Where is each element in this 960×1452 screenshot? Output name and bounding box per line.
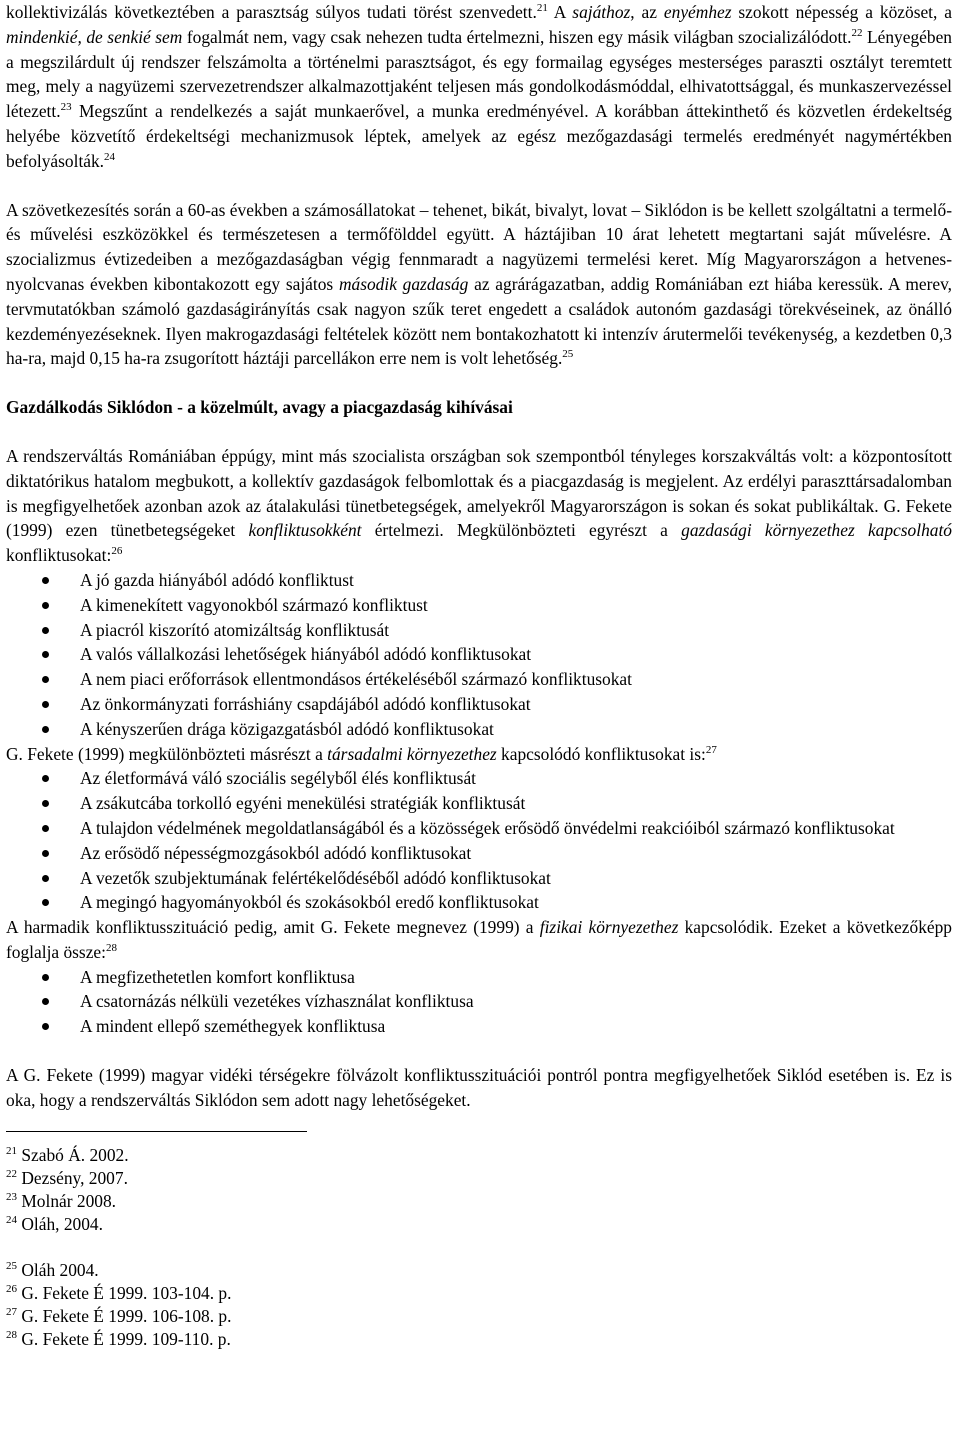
list-item: A megfizethetetlen komfort konfliktusa: [6, 965, 952, 990]
text: A szövetkezesítés során a 60-as években a számosállatokat – tehenet, bikát, bivalyt, lovat – Siklódon is be kellett szolgáltatni a termelő- és művelési eszközökkel és természetesen a termőfölddel együtt. A háztájiban 10 árat lehetett megtartani saját művelésre. A szocializmus évtizedeiben a mezőgazdaságban végig fennmaradt a nagyüzemi termelési keret. Míg Magyarországon a hetvenes-nyolcvanas években kibontakozott egy sajátos: [6, 199, 952, 294]
paragraph-3: [6, 444, 952, 568]
italic-text: társadalmi környezethez: [327, 743, 497, 764]
footnote-text: Szabó Á. 2002.: [17, 1144, 129, 1165]
italic-text: második gazdaság: [338, 273, 469, 294]
footnote-text: G. Fekete É 1999. 109-110. p.: [17, 1328, 231, 1349]
paragraph-1: [6, 0, 952, 174]
text: szokott népesség a közöset, a: [731, 2, 952, 22]
footnote-25: [6, 1259, 952, 1282]
italic-text: enyémhez: [663, 2, 732, 22]
footnote-number: 25: [6, 1259, 17, 1272]
footnote-ref-24[interactable]: 24: [104, 150, 116, 163]
footnote-number: 24: [6, 1213, 17, 1226]
bullet-list-physical: [6, 965, 952, 1039]
list-item: A jó gazda hiányából adódó konfliktust: [6, 568, 952, 593]
footnote-22: [6, 1167, 952, 1190]
text: értelmezi. Megkülönbözteti egyrészt a: [361, 520, 682, 541]
list-item: A piacról kiszorító atomizáltság konfliktusát: [6, 618, 952, 643]
list-item: Az erősödő népességmozgásokból adódó konfliktusokat: [6, 841, 952, 866]
text: kapcsolódó konfliktusokat is:: [496, 743, 706, 764]
footnote-ref-22[interactable]: 22: [851, 26, 863, 39]
list-item: Az életformává váló szociális segélyből élés konfliktusát: [6, 766, 952, 791]
paragraph-6: A G. Fekete (1999) magyar vidéki térségekre fölvázolt konfliktusszituációi pontról pontra megfigyelhetőek Siklód esetében is. Ez is oka, hogy a rendszerváltás Siklódon sem adott nagy lehetőségeket.: [6, 1065, 952, 1110]
footnote-28: [6, 1328, 952, 1351]
paragraph-4: [6, 742, 952, 767]
list-item: A tulajdon védelmének megoldatlanságából és a közösségek erősödő önvédelmi reakcióiból származó konfliktusokat: [6, 816, 952, 841]
paragraph-5: [6, 915, 952, 965]
text: konfliktusokat:: [6, 545, 112, 566]
footnote-number: 26: [6, 1282, 17, 1295]
list-item: A kényszerűen drága közigazgatásból adódó konfliktusokat: [6, 717, 952, 742]
footnote-number: 28: [6, 1328, 17, 1341]
text: az agrárágazatban, addig Romániában ezt hiába keressük. A merev, tervmutatókban számoló gazdaságirányítás csak nagyon szűk teret engedett a családok autonóm gazdasági törekvéseinek, az önálló kezdeményezéseknek. Ilyen makrogazdasági feltételek között nem bontakozhatott ki intenzív árutermelői tevékenység, a kezdetben 0,3 ha-ra, majd 0,15 ha-ra zsugorított háztáji parcellákon erre nem is volt lehetőség.: [6, 273, 953, 369]
footnote-26: [6, 1282, 952, 1305]
list-item: Az önkormányzati forráshiány csapdájából adódó konfliktusokat: [6, 692, 952, 717]
list-item: A vezetők szubjektumának felértékelődéséből adódó konfliktusokat: [6, 866, 952, 891]
list-item: A kimenekített vagyonokból származó konfliktust: [6, 593, 952, 618]
footnote-23: [6, 1190, 952, 1213]
italic-text: mindenkié, de senkié sem: [6, 26, 183, 47]
footnote-27: [6, 1305, 952, 1328]
bullet-list-social: [6, 766, 952, 915]
italic-text: konfliktusokként: [248, 520, 362, 541]
list-item: A megingó hagyományokból és szokásokból eredő konfliktusokat: [6, 890, 952, 915]
footnote-number: 27: [6, 1305, 17, 1318]
footnote-21: [6, 1144, 952, 1167]
text: kapcsolódik. Ezeket a következőképp foglalja össze:: [6, 917, 952, 962]
footnote-24: [6, 1213, 952, 1236]
text: kollektivizálás következtében a parasztság súlyos tudati törést szenvedett.: [6, 2, 537, 22]
list-item: A csatornázás nélküli vezetékes vízhasználat konfliktusa: [6, 989, 952, 1014]
footnote-separator: [6, 1131, 307, 1132]
footnotes: [6, 1144, 952, 1351]
list-item: A zsákutcába torkolló egyéni menekülési stratégiák konfliktusát: [6, 791, 952, 816]
footnote-ref-25[interactable]: 25: [562, 348, 574, 361]
paragraph-2: [6, 198, 952, 372]
footnote-text: Oláh 2004.: [17, 1259, 99, 1280]
text: A rendszerváltás Romániában éppúgy, mint más szocialista országban sok szempontból tényleges korszakváltás volt: a központosított diktatórikus hatalom megbukott, a kollektív gazdaságok felbomlottak és a piacgazdaság is megjelent. Az erdélyi paraszttársadalomban is megfigyelhetőek azonban azok az átalakulási tünetbetegségek, amelyekről Magyarországon is sokan és sokat publikáltak. G. Fekete (1999) ezen tünetbetegségeket: [6, 445, 952, 541]
footnote-text: Molnár 2008.: [17, 1190, 117, 1211]
text: Megszűnt a rendelkezés a saját munkaerővel, a munka eredményével. A korábban áttekinthető és közvetlen érdekeltség helyébe közvetítő érdekeltségi mechanizmusok léptek, amelyek az egész mezőgazdasági termelés eredményét nagymértékben befolyásolták.: [6, 101, 952, 171]
footnote-text: G. Fekete É 1999. 103-104. p.: [17, 1282, 232, 1303]
footnote-ref-27[interactable]: 27: [705, 743, 717, 756]
footnote-ref-28[interactable]: 28: [105, 941, 117, 954]
text: fogalmát nem, vagy csak nehezen tudta értelmezni, hiszen egy másik világban szocializálódott.: [182, 26, 852, 47]
footnote-text: Oláh, 2004.: [17, 1213, 103, 1234]
footnote-number: 22: [6, 1167, 17, 1180]
text: A: [547, 2, 573, 22]
section-heading: Gazdálkodás Siklódon - a közelmúlt, avagy a piacgazdaság kihívásai: [6, 397, 513, 418]
bullet-list-economic: [6, 568, 952, 742]
footnote-number: 21: [6, 1144, 17, 1157]
list-item: A nem piaci erőforrások ellentmondásos értékeléséből származó konfliktusokat: [6, 667, 952, 692]
footnote-number: 23: [6, 1190, 17, 1203]
text: , az: [630, 2, 664, 22]
italic-text: fizikai környezethez: [539, 917, 679, 938]
text: A harmadik konfliktusszituáció pedig, amit G. Fekete megnevez (1999) a: [6, 917, 540, 938]
footnote-text: G. Fekete É 1999. 106-108. p.: [17, 1305, 232, 1326]
italic-text: gazdasági környezethez kapcsolható: [681, 520, 952, 541]
italic-text: sajáthoz: [572, 2, 631, 22]
footnote-text: Dezsény, 2007.: [17, 1167, 128, 1188]
footnote-ref-23[interactable]: 23: [60, 101, 72, 114]
footnote-ref-26[interactable]: 26: [111, 545, 123, 558]
list-item: A mindent ellepő szeméthegyek konfliktusa: [6, 1014, 952, 1039]
footnote-ref-21[interactable]: 21: [536, 2, 548, 14]
list-item: A valós vállalkozási lehetőségek hiányából adódó konfliktusokat: [6, 642, 952, 667]
text: Lényegében a megszilárdult új rendszer felszámolta a történelmi parasztságot, és egy formailag egységes mesterséges paraszti osztályt teremtett meg, mely a nagyüzemi szervezetrendszer alkalmazottjaként teljesen más gondolkodásmóddal, elhivatottsággal, és munkaszervezéssel létezett.: [6, 26, 952, 122]
text: G. Fekete (1999) megkülönbözteti másrészt a: [6, 743, 328, 764]
